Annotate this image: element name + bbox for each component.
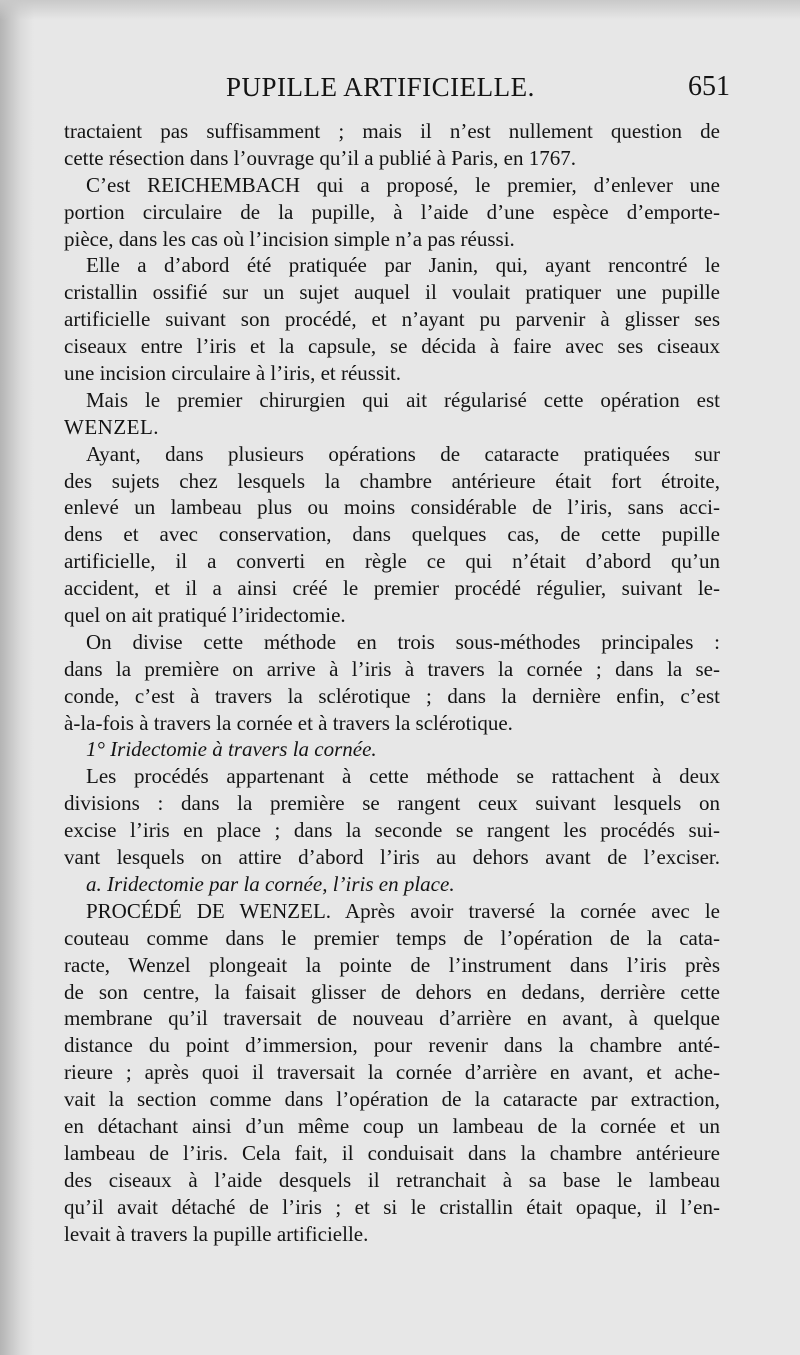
page-number: 651 xyxy=(688,71,730,102)
text-line: excise l’iris en place ; dans la seconde se rangent les procédés sui- xyxy=(64,818,720,843)
text-line: vait la section comme dans l’opération de la cataracte par extraction, xyxy=(64,1087,720,1112)
gutter-shadow xyxy=(0,0,34,1355)
text-line: vant lesquels on attire d’abord l’iris au dehors avant de l’exciser. xyxy=(64,845,720,870)
text-line: levait à travers la pupille artificielle. xyxy=(64,1221,369,1246)
text-line: conde, c’est à travers la sclérotique ; dans la dernière enfin, c’est xyxy=(64,683,720,708)
text-line: quel on ait pratiqué l’iridectomie. xyxy=(64,603,346,628)
text-line: Ayant, dans plusieurs opérations de cataracte pratiquées sur xyxy=(86,441,720,466)
subsection-heading: a. Iridectomie par la cornée, l’iris en place. xyxy=(86,871,455,896)
text-line: portion circulaire de la pupille, à l’aide d’une espèce d’emporte- xyxy=(64,199,720,224)
text-line: cristallin ossifié sur un sujet auquel il voulait pratiquer une pupille xyxy=(64,280,720,305)
text-line: C’est REICHEMBACH qui a proposé, le premier, d’enlever une xyxy=(86,172,720,197)
text-line: rieure ; après quoi il traversait la cornée d’arrière en avant, et ache- xyxy=(64,1060,720,1085)
text-line: distance du point d’immersion, pour revenir dans la chambre anté- xyxy=(64,1033,720,1058)
text-line: dans la première on arrive à l’iris à travers la cornée ; dans la se- xyxy=(64,656,720,681)
text-line: enlevé un lambeau plus ou moins considérable de l’iris, sans acci- xyxy=(64,495,720,520)
text-line: en détachant ainsi d’un même coup un lambeau de la cornée et un xyxy=(64,1113,720,1138)
section-heading: 1° Iridectomie à travers la cornée. xyxy=(86,737,377,762)
text-line: couteau comme dans le premier temps de l’opération de la cata- xyxy=(64,925,720,950)
text-line: tractaient pas suffisamment ; mais il n’est nullement question de xyxy=(64,119,720,143)
text-line: des sujets chez lesquels la chambre antérieure était fort étroite, xyxy=(64,468,720,493)
text-line: des ciseaux à l’aide desquels il retranchait à sa base le lambeau xyxy=(64,1167,720,1192)
text-line: divisions : dans la première se rangent ceux suivant lesquels on xyxy=(64,791,720,816)
text-line: à-la-fois à travers la cornée et à travers la sclérotique. xyxy=(64,710,513,735)
text-line: de son centre, la faisait glisser de dehors en dedans, derrière cette xyxy=(64,979,720,1004)
text-line: une incision circulaire à l’iris, et réussit. xyxy=(64,361,402,386)
text-line: pièce, dans les cas où l’incision simple n’a pas réussi. xyxy=(64,226,515,251)
text-line: dens et avec conservation, dans quelques cas, de cette pupille xyxy=(64,522,720,547)
text-line: artificielle, il a converti en règle ce qui n’était d’abord qu’un xyxy=(64,549,720,574)
text-line: On divise cette méthode en trois sous-méthodes principales : xyxy=(86,629,720,654)
body-text xyxy=(64,118,720,1247)
page-header xyxy=(64,70,730,110)
top-edge-shadow xyxy=(0,0,800,20)
text-line: WENZEL. xyxy=(64,414,160,439)
text-line: membrane qu’il traversait de nouveau d’arrière en avant, à quelque xyxy=(64,1006,720,1031)
text-line: accident, et il a ainsi créé le premier procédé régulier, suivant le- xyxy=(64,576,720,601)
text-line: Mais le premier chirurgien qui ait régularisé cette opération est xyxy=(86,387,720,412)
text-line: qu’il avait détaché de l’iris ; et si le cristallin était opaque, il l’en- xyxy=(64,1194,720,1219)
text-line: PROCÉDÉ DE WENZEL. Après avoir traversé la cornée avec le xyxy=(86,898,720,923)
text-line: lambeau de l’iris. Cela fait, il conduisait dans la chambre antérieure xyxy=(64,1140,720,1165)
text-line: racte, Wenzel plongeait la pointe de l’instrument dans l’iris près xyxy=(64,952,720,977)
text-line: Elle a d’abord été pratiquée par Janin, qui, ayant rencontré le xyxy=(86,253,720,278)
running-title: PUPILLE ARTIFICIELLE. xyxy=(226,72,535,102)
text-line: Les procédés appartenant à cette méthode se rattachent à deux xyxy=(86,764,720,789)
text-line: cette résection dans l’ouvrage qu’il a publié à Paris, en 1767. xyxy=(64,145,576,170)
text-line: ciseaux entre l’iris et la capsule, se décida à faire avec ses ciseaux xyxy=(64,334,720,359)
text-line: artificielle suivant son procédé, et n’ayant pu parvenir à glisser ses xyxy=(64,307,720,332)
